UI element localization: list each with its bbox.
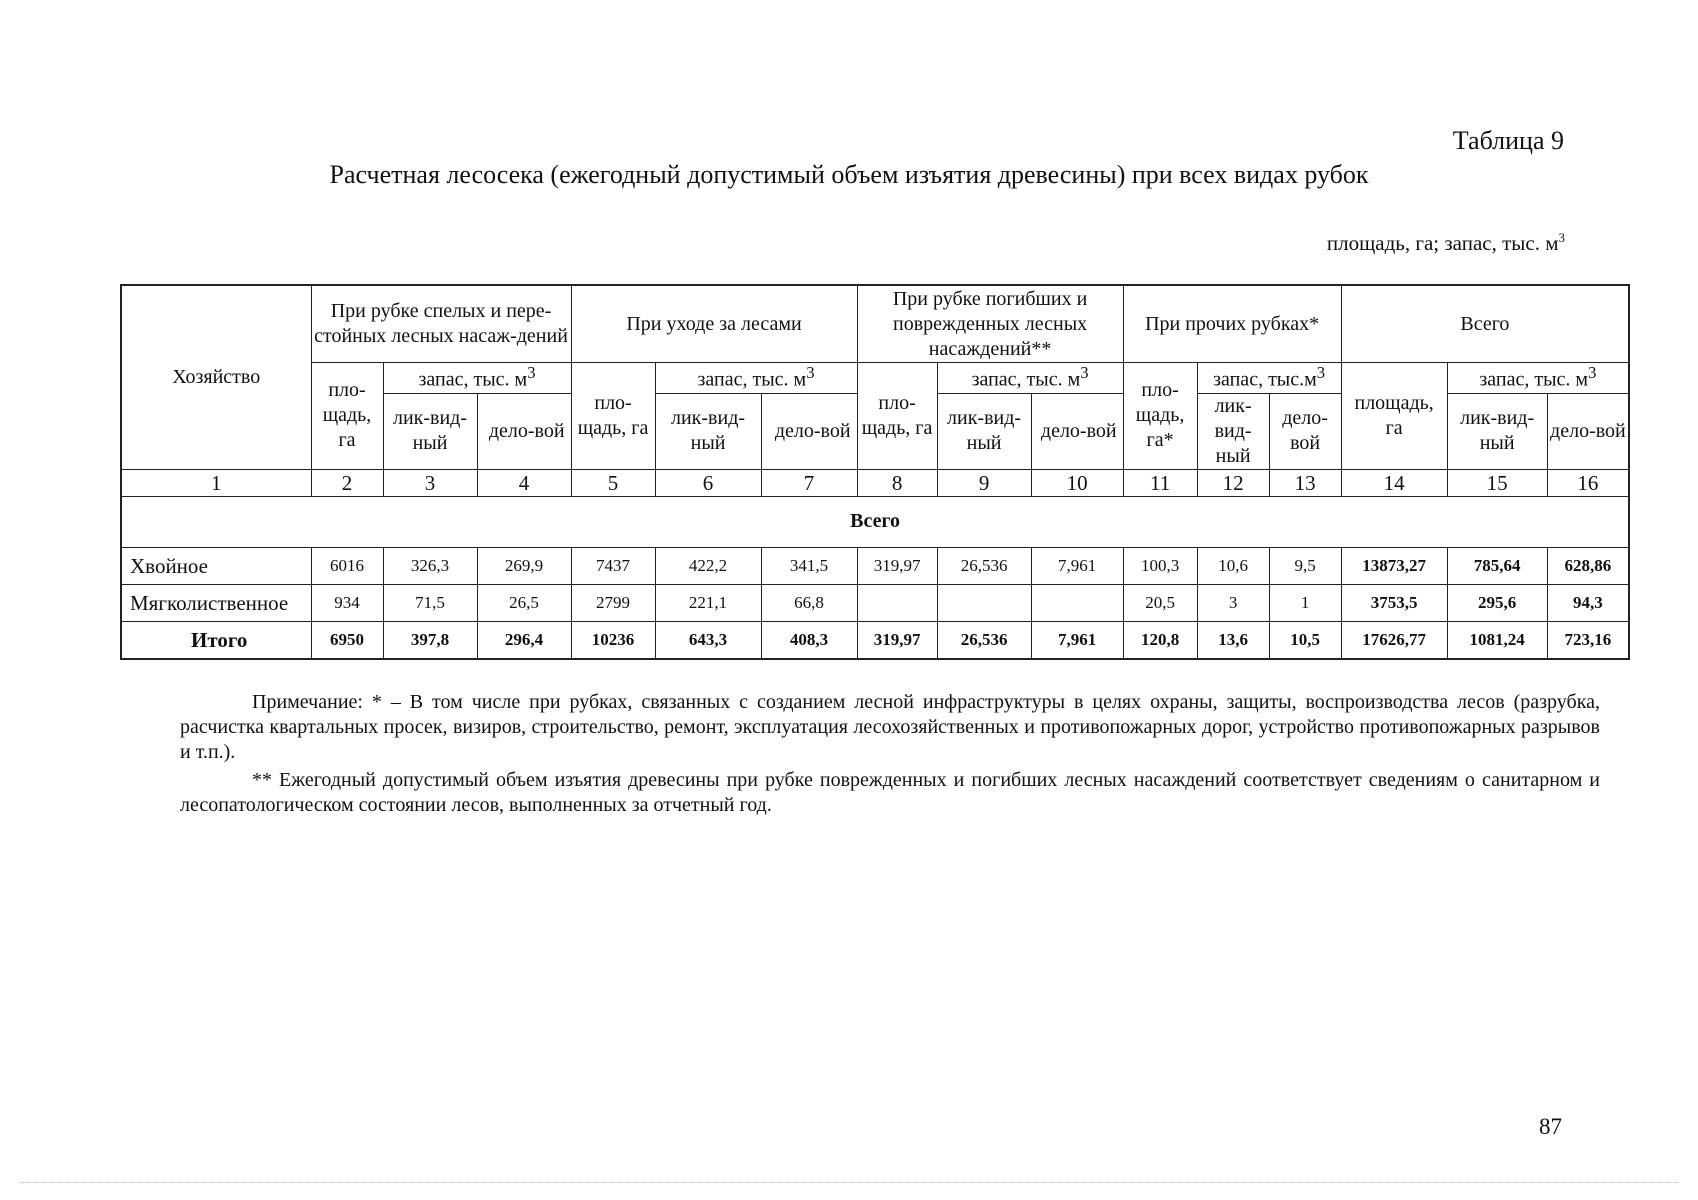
cell: [937, 584, 1031, 621]
header-stock: запас, $тыс.м^3$: [1197, 363, 1341, 394]
column-number-row: [121, 469, 1629, 496]
header-stock: запас, тыс. $м^3$: [937, 363, 1123, 394]
header-group-other: При прочих рубках*: [1123, 285, 1341, 363]
header-farm: Хозяйство: [121, 285, 311, 469]
cell: 723,16: [1547, 621, 1629, 659]
units-label: площадь, га; запас, тыс. $м^3$: [1326, 230, 1565, 255]
header-liquid: лик-вид-ный: [1447, 393, 1547, 469]
cell: 26,536: [937, 547, 1031, 584]
cell: 296,4: [477, 621, 571, 659]
cell: 66,8: [761, 584, 857, 621]
cell: 10,5: [1269, 621, 1341, 659]
column-number: 10: [1031, 469, 1123, 496]
header-area: пло-щадь, га*: [1123, 363, 1197, 470]
header-area: площадь, га: [1341, 363, 1447, 470]
table-number: Таблица 9: [1452, 126, 1564, 155]
table-title: Расчетная лесосека (ежегодный допустимый объем изъятия древесины) при всех видах рубок: [329, 160, 1369, 189]
header-liquid: лик-вид-ный: [1197, 393, 1269, 469]
row-name: Мягколиственное: [121, 584, 311, 621]
cell: 6016: [311, 547, 383, 584]
header-area: пло-щадь, га: [857, 363, 937, 470]
cell: 422,2: [655, 547, 761, 584]
column-number: 5: [571, 469, 655, 496]
cell: 1: [1269, 584, 1341, 621]
column-number: 7: [761, 469, 857, 496]
cell: [1031, 584, 1123, 621]
header-group-total: Всего: [1341, 285, 1629, 363]
cell: 120,8: [1123, 621, 1197, 659]
cell: 397,8: [383, 621, 477, 659]
column-number: 3: [383, 469, 477, 496]
cell: 785,64: [1447, 547, 1547, 584]
footnote-1: Примечание: * – В том числе при рубках, связанных с созданием лесной инфраструктуры в целях охраны, защиты, воспроизводства лесов (разрубка, расчистка квартальных просек, визиров, строительство, ремонт, эксплуатация лесохозяйственных и противопожарных дорог, устройство противопожарных разрывов и т.п.).: [180, 691, 1600, 763]
cell: 17626,77: [1341, 621, 1447, 659]
column-number: 9: [937, 469, 1031, 496]
header-liquid: лик-вид-ный: [383, 393, 477, 469]
cell: 628,86: [1547, 547, 1629, 584]
harvest-table: [120, 284, 1630, 660]
header-business: дело-вой: [1269, 393, 1341, 469]
cell: 3753,5: [1341, 584, 1447, 621]
column-number: 11: [1123, 469, 1197, 496]
column-number: 8: [857, 469, 937, 496]
cell: 6950: [311, 621, 383, 659]
column-number: 14: [1341, 469, 1447, 496]
cell: 94,3: [1547, 584, 1629, 621]
cell: 269,9: [477, 547, 571, 584]
cell: 7437: [571, 547, 655, 584]
header-area: пло-щадь, га: [571, 363, 655, 470]
cell: 221,1: [655, 584, 761, 621]
cell: 2799: [571, 584, 655, 621]
header-stock: запас, тыс. $м^3$: [655, 363, 857, 394]
cell: [857, 584, 937, 621]
header-business: дело-вой: [477, 393, 571, 469]
table-row-total: [121, 621, 1629, 659]
cell: 13873,27: [1341, 547, 1447, 584]
header-business: дело-вой: [761, 393, 857, 469]
page-number: 87: [1539, 1114, 1562, 1139]
header-area: пло-щадь, га: [311, 363, 383, 470]
column-number: 12: [1197, 469, 1269, 496]
cell: 13,6: [1197, 621, 1269, 659]
footnote-2: ** Ежегодный допустимый объем изъятия древесины при рубке поврежденных и погибших лесных насаждений соответствует сведениям о санитарном и лесопатологическом состоянии лесов, выполненных за отчетный год.: [180, 769, 1600, 816]
header-stock: запас, тыс. $м^3$: [1447, 363, 1629, 394]
cell: 643,3: [655, 621, 761, 659]
cell: 319,97: [857, 547, 937, 584]
cell: 20,5: [1123, 584, 1197, 621]
section-label: Всего: [121, 496, 1629, 547]
cell: 295,6: [1447, 584, 1547, 621]
column-number: 2: [311, 469, 383, 496]
column-number: 4: [477, 469, 571, 496]
cell: 319,97: [857, 621, 937, 659]
header-business: дело-вой: [1547, 393, 1629, 469]
cell: 10,6: [1197, 547, 1269, 584]
cell: 26,5: [477, 584, 571, 621]
header-stock: запас, тыс. $м^3$: [383, 363, 571, 394]
cell: 7,961: [1031, 621, 1123, 659]
cell: 408,3: [761, 621, 857, 659]
table-row: [121, 547, 1629, 584]
header-liquid: лик-вид-ный: [655, 393, 761, 469]
cell: 26,536: [937, 621, 1031, 659]
bottom-divider: [20, 1182, 1678, 1183]
cell: 100,3: [1123, 547, 1197, 584]
header-business: дело-вой: [1031, 393, 1123, 469]
cell: 10236: [571, 621, 655, 659]
row-name: Итого: [121, 621, 311, 659]
header-group-mature: При рубке спелых и пере-стойных лесных насаж-дений: [311, 285, 571, 363]
table-row: [121, 584, 1629, 621]
column-number: 16: [1547, 469, 1629, 496]
cell: 934: [311, 584, 383, 621]
row-name: Хвойное: [121, 547, 311, 584]
header-liquid: лик-вид-ный: [937, 393, 1031, 469]
column-number: 15: [1447, 469, 1547, 496]
cell: 1081,24: [1447, 621, 1547, 659]
cell: 3: [1197, 584, 1269, 621]
cell: 71,5: [383, 584, 477, 621]
header-group-damaged: При рубке погибших и поврежденных лесных насаждений**: [857, 285, 1123, 363]
column-number: 1: [121, 469, 311, 496]
column-number: 13: [1269, 469, 1341, 496]
cell: 7,961: [1031, 547, 1123, 584]
cell: 9,5: [1269, 547, 1341, 584]
column-number: 6: [655, 469, 761, 496]
cell: 326,3: [383, 547, 477, 584]
header-group-care: При уходе за лесами: [571, 285, 857, 363]
cell: 341,5: [761, 547, 857, 584]
